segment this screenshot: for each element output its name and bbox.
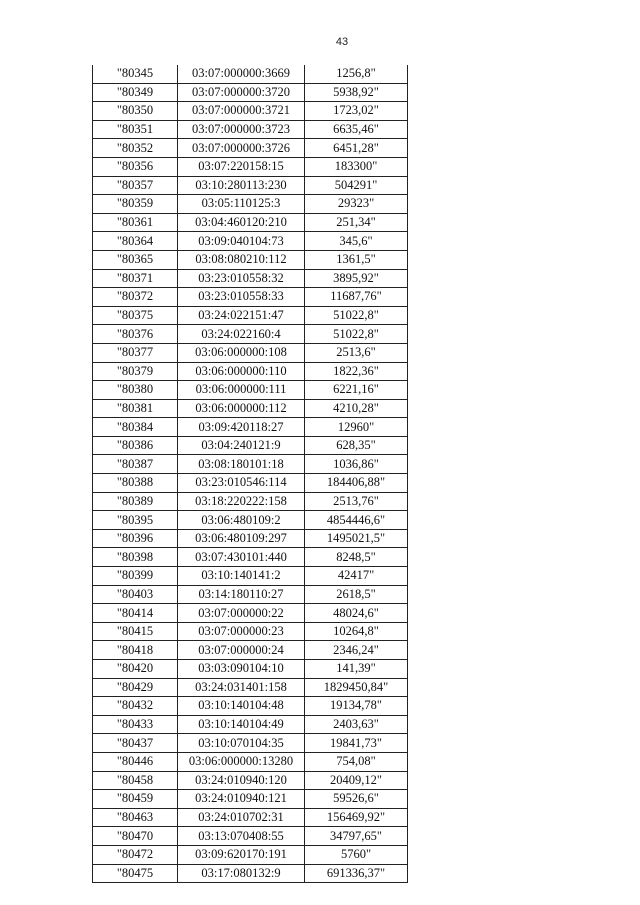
table-row — [93, 120, 408, 139]
record-number-cell: "80432 — [93, 697, 178, 716]
value-cell: 1723,02" — [305, 102, 408, 121]
cadastral-number-cell: 03:23:010546:114 — [178, 474, 305, 493]
value-cell: 59526,6" — [305, 790, 408, 809]
cadastral-number-cell: 03:07:000000:24 — [178, 641, 305, 660]
value-cell: 1822,36" — [305, 362, 408, 381]
record-number-cell: "80403 — [93, 585, 178, 604]
value-cell: 183300" — [305, 157, 408, 176]
value-cell: 6451,28" — [305, 139, 408, 158]
table-row — [93, 306, 408, 325]
value-cell: 2513,76" — [305, 492, 408, 511]
record-number-cell: "80364 — [93, 232, 178, 251]
record-number-cell: "80377 — [93, 343, 178, 362]
record-number-cell: "80352 — [93, 139, 178, 158]
cadastral-number-cell: 03:23:010558:32 — [178, 269, 305, 288]
value-cell: 251,34" — [305, 213, 408, 232]
value-cell: 51022,8" — [305, 306, 408, 325]
cadastral-number-cell: 03:10:280113:230 — [178, 176, 305, 195]
table-row — [93, 715, 408, 734]
record-number-cell: "80470 — [93, 827, 178, 846]
table-row — [93, 250, 408, 269]
cadastral-number-cell: 03:24:010702:31 — [178, 808, 305, 827]
table-row — [93, 157, 408, 176]
cadastral-number-cell: 03:07:000000:23 — [178, 622, 305, 641]
cadastral-number-cell: 03:17:080132:9 — [178, 864, 305, 883]
value-cell: 6221,16" — [305, 381, 408, 400]
cadastral-number-cell: 03:05:110125:3 — [178, 195, 305, 214]
table-row — [93, 641, 408, 660]
table-row — [93, 418, 408, 437]
record-number-cell: "80437 — [93, 734, 178, 753]
cadastral-number-cell: 03:09:040104:73 — [178, 232, 305, 251]
record-number-cell: "80458 — [93, 771, 178, 790]
table-row — [93, 65, 408, 83]
table-row — [93, 604, 408, 623]
table-row — [93, 325, 408, 344]
table-body — [93, 65, 408, 883]
value-cell: 754,08" — [305, 752, 408, 771]
record-number-cell: "80350 — [93, 102, 178, 121]
table-row — [93, 622, 408, 641]
record-number-cell: "80429 — [93, 678, 178, 697]
value-cell: 8248,5" — [305, 548, 408, 567]
value-cell: 1829450,84" — [305, 678, 408, 697]
cadastral-number-cell: 03:07:000000:3726 — [178, 139, 305, 158]
record-number-cell: "80475 — [93, 864, 178, 883]
table-row — [93, 399, 408, 418]
cadastral-number-cell: 03:07:000000:3720 — [178, 83, 305, 102]
cadastral-number-cell: 03:06:480109:297 — [178, 529, 305, 548]
table-row — [93, 343, 408, 362]
value-cell: 628,35" — [305, 436, 408, 455]
table-row — [93, 864, 408, 883]
table-row — [93, 845, 408, 864]
data-table-container — [92, 65, 408, 883]
cadastral-number-cell: 03:10:140104:49 — [178, 715, 305, 734]
cadastral-number-cell: 03:08:080210:112 — [178, 250, 305, 269]
cadastral-number-cell: 03:24:022160:4 — [178, 325, 305, 344]
value-cell: 1256,8" — [305, 65, 408, 83]
cadastral-number-cell: 03:18:220222:158 — [178, 492, 305, 511]
table-row — [93, 734, 408, 753]
record-number-cell: "80386 — [93, 436, 178, 455]
cadastral-number-cell: 03:04:460120:210 — [178, 213, 305, 232]
value-cell: 12960" — [305, 418, 408, 437]
value-cell: 184406,88" — [305, 474, 408, 493]
table-row — [93, 381, 408, 400]
table-row — [93, 195, 408, 214]
record-number-cell: "80399 — [93, 567, 178, 586]
value-cell: 29323" — [305, 195, 408, 214]
table-row — [93, 808, 408, 827]
cadastral-number-cell: 03:24:010940:120 — [178, 771, 305, 790]
cadastral-number-cell: 03:06:480109:2 — [178, 511, 305, 530]
table-row — [93, 511, 408, 530]
cadastral-number-cell: 03:10:140141:2 — [178, 567, 305, 586]
cadastral-number-cell: 03:14:180110:27 — [178, 585, 305, 604]
value-cell: 156469,92" — [305, 808, 408, 827]
table-row — [93, 213, 408, 232]
value-cell: 34797,65" — [305, 827, 408, 846]
cadastral-number-cell: 03:10:070104:35 — [178, 734, 305, 753]
record-number-cell: "80371 — [93, 269, 178, 288]
table-row — [93, 752, 408, 771]
table-row — [93, 660, 408, 679]
table-row — [93, 139, 408, 158]
cadastral-number-cell: 03:09:420118:27 — [178, 418, 305, 437]
record-number-cell: "80384 — [93, 418, 178, 437]
value-cell: 2403,63" — [305, 715, 408, 734]
value-cell: 3895,92" — [305, 269, 408, 288]
cadastral-number-cell: 03:24:010940:121 — [178, 790, 305, 809]
table-row — [93, 697, 408, 716]
cadastral-number-cell: 03:07:220158:15 — [178, 157, 305, 176]
table-row — [93, 492, 408, 511]
record-number-cell: "80414 — [93, 604, 178, 623]
record-number-cell: "80388 — [93, 474, 178, 493]
record-number-cell: "80459 — [93, 790, 178, 809]
record-number-cell: "80345 — [93, 65, 178, 83]
value-cell: 691336,37" — [305, 864, 408, 883]
cadastral-number-cell: 03:03:090104:10 — [178, 660, 305, 679]
cadastral-number-cell: 03:06:000000:13280 — [178, 752, 305, 771]
cadastral-number-cell: 03:24:022151:47 — [178, 306, 305, 325]
table-row — [93, 474, 408, 493]
value-cell: 11687,76" — [305, 288, 408, 307]
cadastral-number-cell: 03:06:000000:111 — [178, 381, 305, 400]
record-number-cell: "80446 — [93, 752, 178, 771]
value-cell: 345,6" — [305, 232, 408, 251]
value-cell: 51022,8" — [305, 325, 408, 344]
cadastral-number-cell: 03:06:000000:112 — [178, 399, 305, 418]
value-cell: 504291" — [305, 176, 408, 195]
record-number-cell: "80387 — [93, 455, 178, 474]
cadastral-number-cell: 03:13:070408:55 — [178, 827, 305, 846]
record-number-cell: "80379 — [93, 362, 178, 381]
value-cell: 2513,6" — [305, 343, 408, 362]
record-number-cell: "80389 — [93, 492, 178, 511]
record-number-cell: "80365 — [93, 250, 178, 269]
table-row — [93, 585, 408, 604]
record-number-cell: "80398 — [93, 548, 178, 567]
table-row — [93, 269, 408, 288]
page-number: 43 — [335, 36, 349, 48]
value-cell: 4854446,6" — [305, 511, 408, 530]
cadastral-number-cell: 03:08:180101:18 — [178, 455, 305, 474]
value-cell: 5938,92" — [305, 83, 408, 102]
value-cell: 141,39" — [305, 660, 408, 679]
cadastral-number-cell: 03:09:620170:191 — [178, 845, 305, 864]
table-row — [93, 176, 408, 195]
value-cell: 10264,8" — [305, 622, 408, 641]
record-number-cell: "80359 — [93, 195, 178, 214]
value-cell: 1495021,5" — [305, 529, 408, 548]
cadastral-number-cell: 03:07:000000:22 — [178, 604, 305, 623]
value-cell: 4210,28" — [305, 399, 408, 418]
cadastral-number-cell: 03:10:140104:48 — [178, 697, 305, 716]
record-number-cell: "80381 — [93, 399, 178, 418]
value-cell: 19841,73" — [305, 734, 408, 753]
cadastral-number-cell: 03:07:430101:440 — [178, 548, 305, 567]
cadastral-number-cell: 03:24:031401:158 — [178, 678, 305, 697]
record-number-cell: "80361 — [93, 213, 178, 232]
table-row — [93, 288, 408, 307]
data-table — [92, 65, 408, 883]
record-number-cell: "80357 — [93, 176, 178, 195]
value-cell: 2346,24" — [305, 641, 408, 660]
table-row — [93, 83, 408, 102]
cadastral-number-cell: 03:04:240121:9 — [178, 436, 305, 455]
record-number-cell: "80380 — [93, 381, 178, 400]
record-number-cell: "80472 — [93, 845, 178, 864]
table-row — [93, 790, 408, 809]
table-row — [93, 548, 408, 567]
record-number-cell: "80349 — [93, 83, 178, 102]
record-number-cell: "80375 — [93, 306, 178, 325]
record-number-cell: "80396 — [93, 529, 178, 548]
table-row — [93, 232, 408, 251]
table-row — [93, 436, 408, 455]
record-number-cell: "80356 — [93, 157, 178, 176]
record-number-cell: "80372 — [93, 288, 178, 307]
record-number-cell: "80420 — [93, 660, 178, 679]
table-row — [93, 678, 408, 697]
table-row — [93, 529, 408, 548]
value-cell: 1361,5" — [305, 250, 408, 269]
value-cell: 5760" — [305, 845, 408, 864]
value-cell: 42417" — [305, 567, 408, 586]
value-cell: 20409,12" — [305, 771, 408, 790]
record-number-cell: "80463 — [93, 808, 178, 827]
cadastral-number-cell: 03:07:000000:3721 — [178, 102, 305, 121]
cadastral-number-cell: 03:07:000000:3669 — [178, 65, 305, 83]
table-row — [93, 827, 408, 846]
table-row — [93, 102, 408, 121]
record-number-cell: "80433 — [93, 715, 178, 734]
table-row — [93, 455, 408, 474]
record-number-cell: "80395 — [93, 511, 178, 530]
record-number-cell: "80418 — [93, 641, 178, 660]
value-cell: 1036,86" — [305, 455, 408, 474]
cadastral-number-cell: 03:06:000000:110 — [178, 362, 305, 381]
cadastral-number-cell: 03:06:000000:108 — [178, 343, 305, 362]
cadastral-number-cell: 03:07:000000:3723 — [178, 120, 305, 139]
value-cell: 48024,6" — [305, 604, 408, 623]
table-row — [93, 567, 408, 586]
table-row — [93, 362, 408, 381]
record-number-cell: "80376 — [93, 325, 178, 344]
record-number-cell: "80351 — [93, 120, 178, 139]
value-cell: 6635,46" — [305, 120, 408, 139]
value-cell: 2618,5" — [305, 585, 408, 604]
table-row — [93, 771, 408, 790]
cadastral-number-cell: 03:23:010558:33 — [178, 288, 305, 307]
value-cell: 19134,78" — [305, 697, 408, 716]
record-number-cell: "80415 — [93, 622, 178, 641]
